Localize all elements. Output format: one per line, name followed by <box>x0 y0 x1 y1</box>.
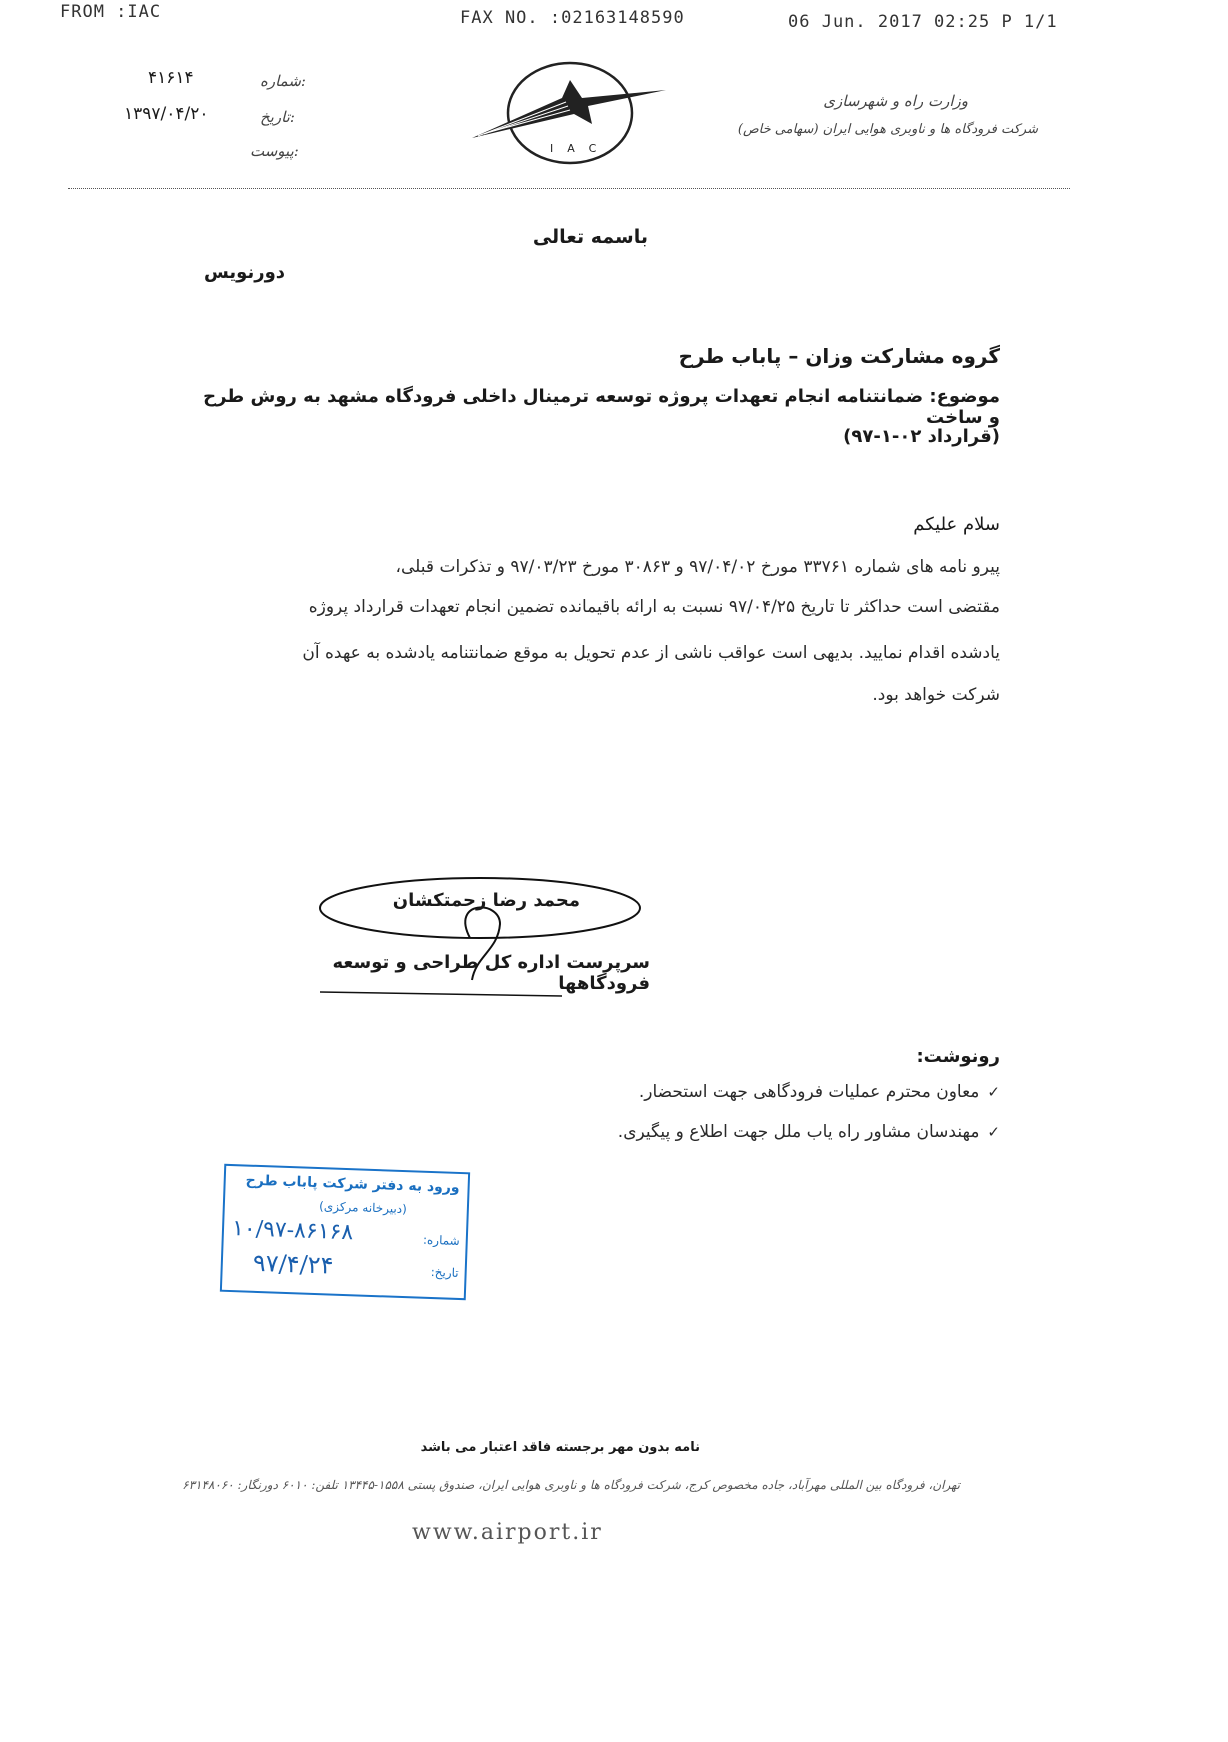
body-line-4: شرکت خواهد بود. <box>872 685 1000 705</box>
check-icon: ✓ <box>987 1083 1000 1101</box>
footer-website: www.airport.ir <box>412 1520 603 1545</box>
received-stamp <box>220 1164 470 1301</box>
body-line-1: پیرو نامه های شماره ۳۳۷۶۱ مورخ ۹۷/۰۴/۰۲ و ۳۰۸۶۳ مورخ ۹۷/۰۳/۲۳ و تذکرات قبلی، <box>395 557 1000 577</box>
iac-logo <box>470 58 670 168</box>
stamp-line-2: (دبیرخانه مرکزی) <box>318 1199 408 1217</box>
signature-block <box>300 860 680 1010</box>
footer-address: تهران، فرودگاه بین المللی مهرآباد، جاده مخصوص کرج، شرکت فرودگاه ها و ناوبری هوایی ایران، صندوق پستی ۱۵۵۸-۱۳۴۴۵ تلفن: ۶۰۱۰ دورنگار: ۶۳۱۴۸۰۶۰ <box>182 1478 960 1492</box>
stamp-date-label: تاریخ: <box>430 1265 459 1280</box>
stamp-date-value: ۹۷/۴/۲۴ <box>252 1248 334 1280</box>
stamp-number-label: شماره: <box>422 1232 460 1249</box>
letter-attachment-label: پیوست: <box>250 142 299 160</box>
signer-name: محمد رضا زحمتکشان <box>392 890 580 911</box>
cc-item-2 <box>500 1122 1000 1142</box>
letter-number-value: ۴۱۶۱۴ <box>148 68 194 88</box>
recipient: گروه مشارکت وزان – پاباب طرح <box>678 344 1000 368</box>
salutation: سلام علیکم <box>913 514 1000 535</box>
body-line-3: یادشده اقدام نمایید. بدیهی است عواقب ناشی از عدم تحویل به موقع ضمانتنامه یادشده به عهده آن <box>302 643 1000 663</box>
fax-date-page: 06 Jun. 2017 02:25 P 1/1 <box>788 12 1058 32</box>
stamp-line-1: ورود به دفتر شرکت پاباب طرح <box>245 1172 460 1196</box>
header-divider <box>68 188 1070 189</box>
subject-line-2: (قرارداد ۰۲-۱-۹۷) <box>843 426 1000 447</box>
letter-date-label: تاریخ: <box>260 108 295 126</box>
logo-text: IAC <box>550 142 611 155</box>
subject-line-1: موضوع: ضمانتنامه انجام تعهدات پروژه توسعه ترمینال داخلی فرودگاه مشهد به روش طرح و ساخت <box>203 386 1000 428</box>
fax-from: FROM :IAC <box>60 2 162 22</box>
letter-meta <box>120 62 320 172</box>
cc-item-text: معاون محترم عملیات فرودگاهی جهت استحضار. <box>638 1082 980 1102</box>
cc-heading: رونوشت: <box>916 1046 1000 1067</box>
footer-notice: نامه بدون مهر برجسته فاقد اعتبار می باشد <box>420 1440 700 1455</box>
signer-title: سرپرست اداره کل طراحی و توسعه فرودگاهها <box>332 952 650 994</box>
fax-number: FAX NO. :02163148590 <box>460 8 685 28</box>
company-name: شرکت فرودگاه ها و ناوبری هوایی ایران (سهامی خاص) <box>737 122 1038 137</box>
stamp-number-value: ۱۰/۹۷-۸۶۱۶۸ <box>231 1216 354 1246</box>
copy-mark: دورنویس <box>203 262 285 283</box>
letter-number-label: شماره: <box>260 72 306 90</box>
letter-date-value: ۱۳۹۷/۰۴/۲۰ <box>124 104 209 124</box>
body-line-2: مقتضی است حداکثر تا تاریخ ۹۷/۰۴/۲۵ نسبت به ارائه باقیمانده تضمین انجام تعهدات قرارداد پروژه <box>308 597 1000 617</box>
check-icon: ✓ <box>987 1123 1000 1141</box>
ministry-name: وزارت راه و شهرسازی <box>823 92 968 110</box>
invocation: باسمه تعالی <box>532 226 648 248</box>
cc-item-1 <box>500 1082 1000 1102</box>
cc-item-text: مهندسان مشاور راه یاب ملل جهت اطلاع و پیگیری. <box>617 1122 980 1142</box>
